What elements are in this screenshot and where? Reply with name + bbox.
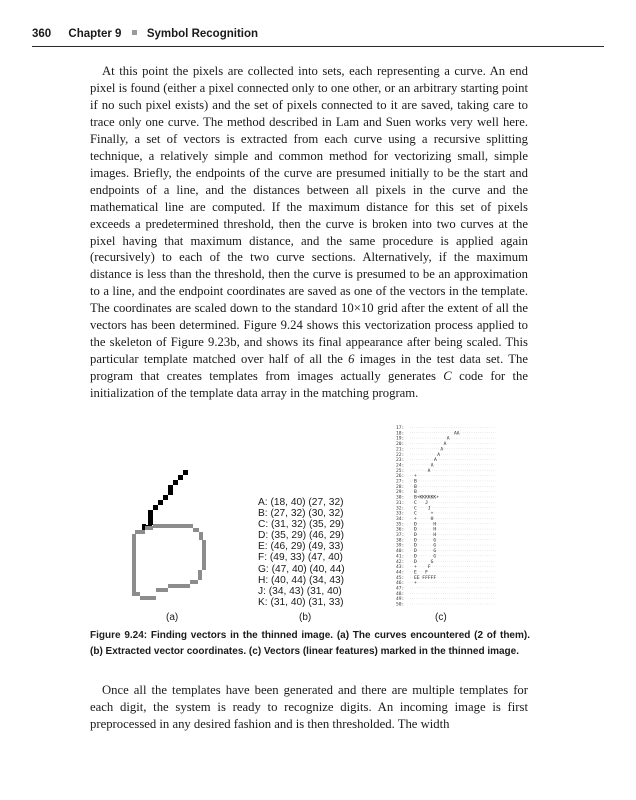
row-number: 27:	[396, 479, 405, 485]
vector-mark: D G	[414, 549, 437, 555]
row-number: 22:	[396, 452, 405, 458]
row-number: 30:	[396, 495, 405, 501]
loop-pixel	[198, 570, 202, 580]
vector-mark: D G	[414, 543, 437, 549]
loop-pixel	[193, 528, 199, 532]
stroke-pixel	[153, 505, 158, 510]
vector-mark: B	[414, 490, 417, 496]
row-number: 44:	[396, 570, 405, 576]
vector-entry: F: (49, 33) (47, 40)	[258, 552, 343, 564]
loop-pixel	[156, 588, 168, 592]
chapter-title: Chapter 9	[68, 28, 122, 40]
row-number: 47:	[396, 586, 405, 592]
row-number: 32:	[396, 506, 405, 512]
vector-mark: C +	[414, 511, 434, 517]
vector-mark: EE FFFFF	[414, 575, 437, 581]
vector-entry: B: (27, 32) (30, 32)	[258, 508, 344, 520]
vector-mark: E F	[414, 570, 428, 576]
row-number: 36:	[396, 527, 405, 533]
row-number: 42:	[396, 559, 405, 565]
vector-mark: + H	[414, 516, 434, 522]
vector-mark: A	[440, 447, 444, 453]
row-number: 29:	[396, 490, 405, 496]
body-paragraph-1: At this point the pixels are collected into sets, each representing a curve. An end pixel is found (either a pixel connected only to one other, or an arbitrary starting point if no such pixel exists) and the set of pixels connected to it are saved, taking care to trace only one curve. The method described in Lam and Suen works very well here. Finally, a set of vectors is extracted from each curve using a recursive splitting technique, a relatively simple and common method for vectorizing small, simple images. Briefly, the endpoints of the curve are presumed initially to be the start and endpoints of a line, and the distances between all pixels in the curve and the mathematical line are computed. If the maximum distance for this set of pixels exceeds a predetermined threshold, then the curve is broken into two curves at the pixel having that maximum distance, and the same procedure is applied again (recursively) to each of the two curve sections. Alternatively, if the maximum distance is less than the threshold, then the curve is presumed to be an approximation to a line, and the endpoint coordinates are saved as one of the vectors in the template. The coordinates are scaled down to the standard 10×10 grid after the extent of all the vectors has been determined. Figure 9.24 shows this vectorization process applied to the skeleton of Figure 9.23b, and shows its final appearance after being scaled. This particular template matched over half of all the 6 images in the test data set. The program that creates templates from images actually generates C code for the initialization of the template data array in the matching program.	[90, 64, 528, 401]
page-number: 360	[32, 28, 52, 40]
figure-b-vector-list	[258, 497, 345, 608]
figure-caption-lead: Figure 9.24:	[90, 630, 148, 641]
row-number: 43:	[396, 565, 405, 571]
vector-entry: K: (31, 40) (31, 33)	[258, 596, 344, 608]
stroke-pixel	[148, 510, 153, 515]
row-number: 45:	[396, 575, 405, 581]
loop-pixel	[140, 596, 156, 600]
vector-mark: AA	[454, 431, 460, 437]
vector-mark: D H	[414, 527, 437, 533]
loop-pixel	[145, 526, 153, 530]
vector-mark: C J	[414, 506, 431, 512]
row-number: 21:	[396, 447, 405, 453]
row-number: 28:	[396, 484, 405, 490]
stroke-pixel	[183, 470, 188, 475]
vector-mark: A	[427, 468, 431, 474]
row-number: 19:	[396, 436, 405, 442]
vector-mark: B	[414, 484, 417, 490]
row-number: 18:	[396, 431, 405, 437]
vector-entry: A: (18, 40) (27, 32)	[258, 497, 344, 508]
row-number: 33:	[396, 511, 405, 517]
vector-mark: B	[414, 479, 417, 485]
vector-entry: C: (31, 32) (35, 29)	[258, 519, 345, 531]
row-number: 31:	[396, 500, 405, 506]
figure-a-thinned-six	[128, 462, 232, 612]
row-number: 37:	[396, 533, 405, 538]
row-number: 34:	[396, 516, 405, 522]
stroke-pixel	[168, 490, 173, 495]
vector-mark: +	[414, 581, 417, 587]
vector-mark: B+KKKKKK+	[414, 495, 439, 501]
vector-mark: A	[446, 436, 450, 442]
loop-pixel	[199, 532, 203, 540]
loop-pixel	[135, 530, 145, 534]
figure-label-a: (a)	[166, 612, 179, 623]
row-number: 23:	[396, 458, 405, 464]
header-rule	[32, 46, 604, 47]
figure-caption-text: Finding vectors in the thinned image. (a) The curves encountered (2 of them). (b) Extracted vector coordinates. (c) Vectors (linear features) marked in the thinned image.	[90, 630, 530, 658]
row-number: 39:	[396, 543, 405, 549]
row-number: 26:	[396, 474, 405, 480]
stroke-pixel	[163, 495, 168, 500]
vector-mark: D G	[414, 559, 434, 565]
row-number: 20:	[396, 442, 405, 448]
stroke-pixel	[148, 520, 152, 526]
row-number: 46:	[396, 581, 405, 587]
stroke-pixel	[178, 475, 183, 480]
vector-mark: + F	[414, 565, 431, 571]
vector-mark: D H	[414, 522, 437, 528]
vector-entry: H: (40, 44) (34, 43)	[258, 574, 345, 586]
loop-pixel	[202, 540, 206, 570]
stroke-pixel	[148, 515, 153, 520]
loop-pixel	[190, 580, 198, 584]
vector-mark: D G	[414, 554, 437, 560]
row-number: 17:	[396, 426, 405, 431]
row-number: 50:	[396, 602, 405, 608]
vector-entry: D: (35, 29) (46, 29)	[258, 530, 345, 542]
row-number: 48:	[396, 591, 405, 597]
section-title: Symbol Recognition	[146, 28, 259, 40]
vector-mark: D G	[414, 538, 437, 544]
body-paragraph-2: Once all the templates have been generated and there are multiple templates for each digit, the system is ready to recognize digits. An incoming image is first preprocessed in any desired fashion and is then thresholded. The width	[90, 683, 528, 731]
vector-mark: A	[437, 452, 440, 458]
stroke-pixel	[173, 480, 178, 485]
vector-mark: A	[443, 442, 447, 448]
row-number: 49:	[396, 597, 405, 603]
row-number: 40:	[396, 549, 405, 555]
vector-entry: G: (47, 40) (40, 44)	[258, 563, 345, 575]
figure-label-c: (c)	[435, 612, 447, 623]
vector-mark: A	[434, 458, 437, 464]
row-number: 41:	[396, 554, 405, 560]
vector-mark: A	[430, 463, 434, 469]
vector-mark: D H	[414, 533, 437, 538]
loop-pixel	[168, 584, 190, 588]
vector-entry: J: (34, 43) (31, 40)	[258, 585, 342, 597]
row-number: 24:	[396, 463, 405, 469]
vector-mark: +	[414, 474, 417, 480]
running-header	[32, 28, 592, 40]
figure-label-b: (b)	[299, 612, 312, 623]
row-number: 25:	[396, 468, 405, 474]
figure-c-vector-dump	[396, 424, 498, 608]
figure-caption	[90, 628, 530, 660]
header-separator	[132, 30, 137, 35]
stroke-pixel	[158, 500, 163, 505]
stroke-pixel	[168, 485, 173, 490]
vector-entry: E: (46, 29) (49, 33)	[258, 541, 344, 553]
loop-pixel	[153, 524, 193, 528]
loop-pixel	[132, 534, 136, 596]
row-number: 35:	[396, 522, 405, 528]
loop-pixel	[134, 592, 140, 596]
row-number: 38:	[396, 538, 405, 544]
vector-mark: C J	[414, 500, 428, 506]
